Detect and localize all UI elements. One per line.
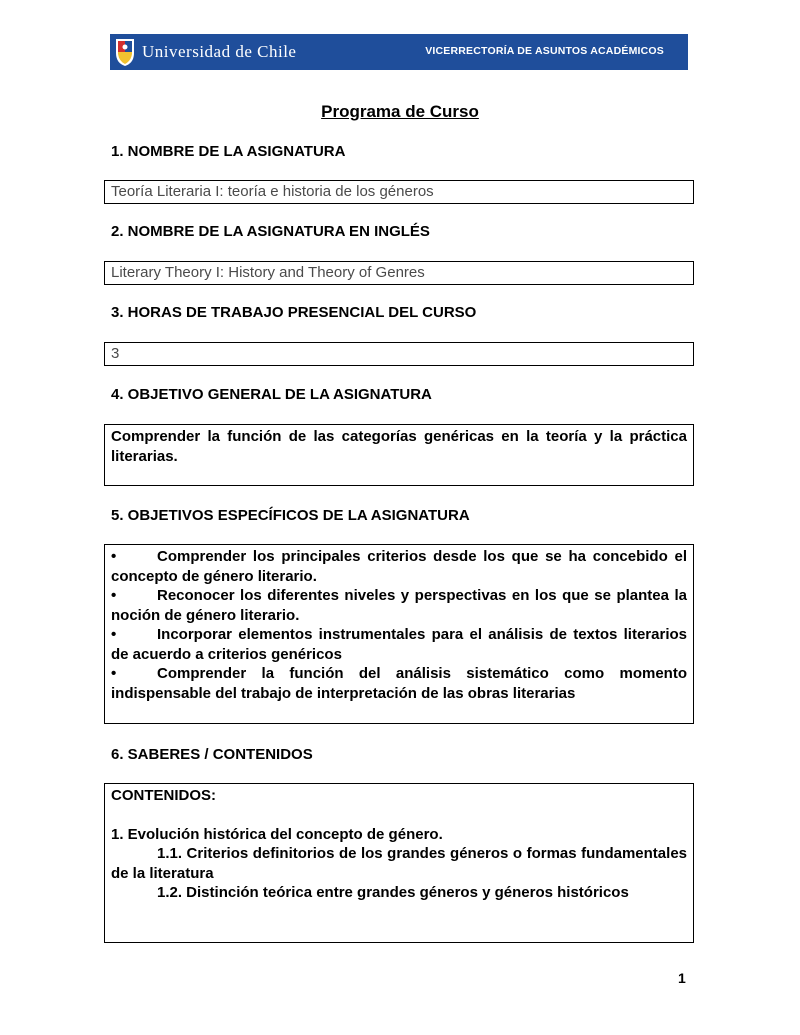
specific-objectives-box: [104, 544, 694, 724]
bullet-glyph: •: [111, 548, 117, 565]
hours-box: [104, 342, 694, 366]
section-2-heading: 2. NOMBRE DE LA ASIGNATURA EN INGLÉS: [111, 223, 430, 240]
objective-text: Comprender los principales criterios desde los que se ha concebido el concepto de género literario.: [111, 548, 687, 585]
bullet-glyph: •: [111, 587, 117, 604]
hours-value: 3: [111, 345, 120, 362]
page-number: 1: [678, 970, 686, 986]
objective-text: Comprender la función del análisis sistemático como momento indispensable del trabajo de interpretación de las obras literarias: [111, 665, 687, 702]
course-name-value: Teoría Literaria I: teoría e historia de los géneros: [111, 183, 434, 200]
course-name-english-box: [104, 261, 694, 285]
course-name-english-value: Literary Theory I: History and Theory of Genres: [111, 264, 425, 281]
bullet-glyph: •: [111, 626, 117, 643]
objective-text: Incorporar elementos instrumentales para el análisis de textos literarios de acuerdo a criterios genéricos: [111, 626, 687, 663]
university-crest-icon: [114, 37, 136, 67]
contents-topic-1: 1. Evolución histórica del concepto de género.: [111, 825, 443, 843]
section-6-heading: 6. SABERES / CONTENIDOS: [111, 746, 313, 763]
general-objective-text: Comprender la función de las categorías genéricas en la teoría y la práctica literarias.: [111, 428, 687, 465]
contents-box: [104, 783, 694, 943]
objective-item: [111, 625, 687, 664]
university-name: Universidad de Chile: [142, 42, 297, 61]
course-name-box: [104, 180, 694, 204]
contents-label: CONTENIDOS:: [111, 787, 216, 804]
subtopic-text: 1.1. Criterios definitorios de los grandes géneros o formas fundamentales de la literatura: [111, 845, 687, 882]
objective-item: [111, 547, 687, 586]
section-1-heading: 1. NOMBRE DE LA ASIGNATURA: [111, 143, 346, 160]
contents-subtopic-1-2: [111, 883, 687, 903]
spacer: [111, 806, 687, 825]
contents-subtopic-1-1: [111, 844, 687, 883]
section-3-heading: 3. HORAS DE TRABAJO PRESENCIAL DEL CURSO: [111, 304, 477, 321]
objective-item: [111, 664, 687, 703]
bullet-glyph: •: [111, 665, 117, 682]
objective-item: [111, 586, 687, 625]
header-banner: [110, 34, 688, 70]
subtopic-text: 1.2. Distinción teórica entre grandes géneros y géneros históricos: [157, 884, 629, 901]
section-4-heading: 4. OBJETIVO GENERAL DE LA ASIGNATURA: [111, 386, 432, 403]
objective-text: Reconocer los diferentes niveles y perspectivas en los que se plantea la noción de género literario.: [111, 587, 687, 624]
vicerrectoria-label: VICERRECTORÍA DE ASUNTOS ACADÉMICOS: [425, 45, 664, 57]
page-title: Programa de Curso: [321, 102, 479, 121]
section-5-heading: 5. OBJETIVOS ESPECÍFICOS DE LA ASIGNATURA: [111, 507, 470, 524]
general-objective-box: [104, 424, 694, 486]
